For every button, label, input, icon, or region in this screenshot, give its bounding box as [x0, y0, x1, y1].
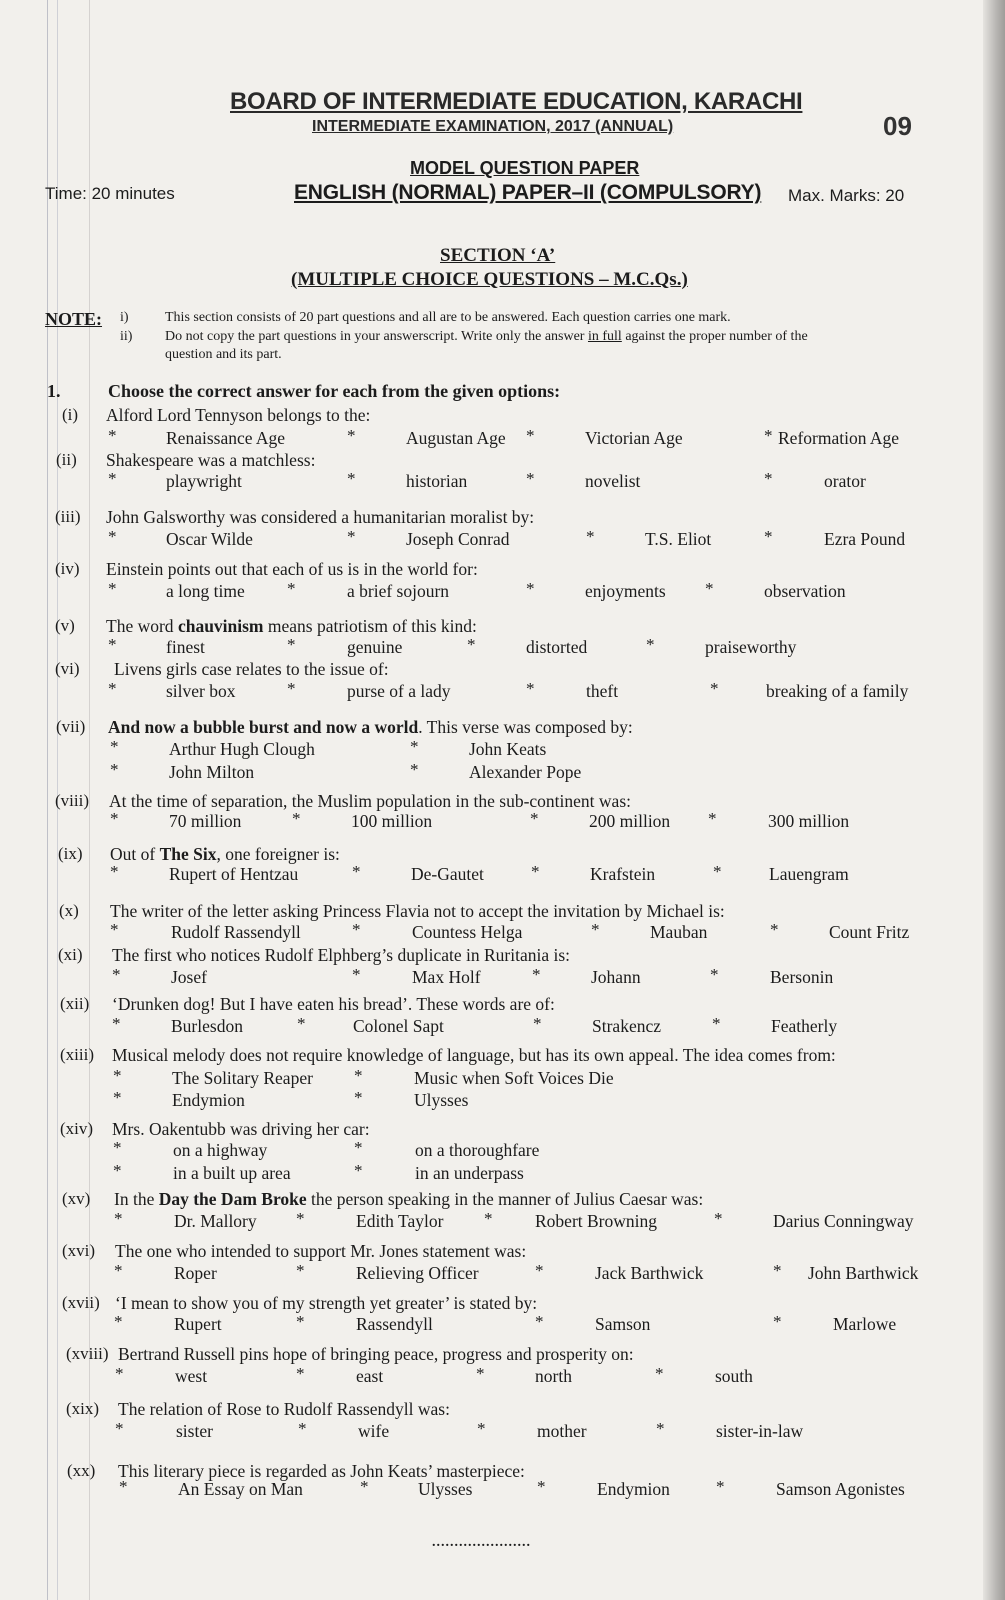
question-text: And now a bubble burst and now a world. This verse was composed by: [108, 717, 633, 737]
answer-option: praiseworthy [705, 637, 797, 657]
answer-option: Edith Taylor [356, 1211, 444, 1231]
question-part-number: (xiv) [60, 1119, 94, 1138]
question-text: John Galsworthy was considered a humanitarian moralist by: [106, 507, 535, 527]
question-part-number: (xvi) [62, 1241, 96, 1260]
answer-option: Colonel Sapt [353, 1016, 444, 1036]
page-edge-shadow [983, 0, 1005, 1600]
option-bullet: * [531, 862, 540, 881]
option-bullet: * [354, 1161, 363, 1180]
answer-option: Marlowe [833, 1314, 897, 1334]
answer-option: Rupert [174, 1314, 222, 1334]
question-text: Shakespeare was a matchless: [106, 450, 316, 470]
option-bullet: * [591, 920, 600, 939]
answer-option: Countess Helga [412, 922, 523, 942]
answer-option: novelist [585, 471, 641, 491]
option-bullet: * [352, 862, 361, 881]
answer-option: enjoyments [585, 581, 666, 601]
option-bullet: * [297, 1014, 306, 1033]
question-part-number: (xi) [58, 945, 83, 964]
option-bullet: * [526, 679, 535, 698]
answer-option: Joseph Conrad [406, 529, 510, 549]
option-bullet: * [287, 579, 296, 598]
option-bullet: * [347, 469, 356, 488]
answer-option: Ezra Pound [824, 529, 906, 549]
option-bullet: * [764, 527, 773, 546]
question-part-number: (i) [62, 405, 79, 424]
answer-option: Darius Conningway [773, 1211, 914, 1231]
max-marks: Max. Marks: 20 [788, 186, 905, 205]
answer-option: a brief sojourn [347, 581, 450, 601]
option-bullet: * [773, 1261, 782, 1280]
answer-option: 70 million [169, 811, 242, 831]
question-number: 1. [47, 381, 61, 401]
answer-option: genuine [347, 637, 403, 657]
answer-option: Rupert of Hentzau [169, 864, 299, 884]
option-bullet: * [292, 809, 301, 828]
answer-option: Endymion [172, 1090, 245, 1110]
answer-option: sister-in-law [716, 1421, 804, 1441]
answer-option: Count Fritz [829, 922, 910, 942]
question-text: The one who intended to support Mr. Jones statement was: [115, 1241, 527, 1261]
option-bullet: * [354, 1066, 363, 1085]
answer-option: Bersonin [770, 967, 834, 987]
page-number: 09 [883, 111, 912, 141]
note-item-number: i) [120, 310, 129, 325]
answer-option: Samson Agonistes [776, 1479, 905, 1499]
answer-option: An Essay on Man [178, 1479, 303, 1499]
question-text: The first who notices Rudolf Elphberg’s duplicate in Ruritania is: [112, 945, 570, 965]
answer-option: Rudolf Rassendyll [171, 922, 301, 942]
answer-option: in a built up area [173, 1163, 291, 1183]
option-bullet: * [113, 1066, 122, 1085]
answer-option: east [356, 1366, 384, 1386]
answer-option: John Milton [169, 762, 255, 782]
section-title: SECTION ‘A’ [440, 245, 556, 266]
answer-option: finest [166, 637, 205, 657]
option-bullet: * [537, 1477, 546, 1496]
option-bullet: * [710, 965, 719, 984]
option-bullet: * [477, 1419, 486, 1438]
question-part-number: (xix) [66, 1399, 100, 1418]
answer-option: Burlesdon [171, 1016, 243, 1036]
question-text: Livens girls case relates to the issue of: [114, 659, 389, 679]
answer-option: Rassendyll [356, 1314, 433, 1334]
option-bullet: * [410, 760, 419, 779]
question-part-number: (iv) [55, 559, 80, 578]
question-instruction: Choose the correct answer for each from the given options: [108, 381, 561, 401]
question-text: Bertrand Russell pins hope of bringing peace, progress and prosperity on: [118, 1344, 634, 1364]
answer-option: Oscar Wilde [166, 529, 253, 549]
answer-option: breaking of a family [766, 681, 909, 701]
question-text: Mrs. Oakentubb was driving her car: [112, 1119, 370, 1139]
answer-option: Relieving Officer [356, 1263, 479, 1283]
answer-option: T.S. Eliot [645, 529, 712, 549]
question-text: Musical melody does not require knowledge of language, but has its own appeal. The idea comes from: [112, 1045, 836, 1065]
option-bullet: * [108, 469, 117, 488]
answer-option: playwright [166, 471, 242, 491]
answer-option: wife [358, 1421, 390, 1441]
option-bullet: * [476, 1364, 485, 1383]
answer-option: Ulysses [418, 1479, 473, 1499]
option-bullet: * [110, 809, 119, 828]
option-bullet: * [108, 426, 117, 445]
answer-option: Victorian Age [585, 428, 683, 448]
question-part-number: (v) [55, 616, 75, 635]
question-text: ‘Drunken dog! But I have eaten his bread’. These words are of: [112, 994, 555, 1014]
option-bullet: * [108, 579, 117, 598]
option-bullet: * [716, 1477, 725, 1496]
option-bullet: * [354, 1138, 363, 1157]
note-item-text-continued: question and its part. [165, 347, 282, 362]
question-part-number: (viii) [55, 791, 89, 810]
option-bullet: * [655, 1364, 664, 1383]
question-text: This literary piece is regarded as John Keats’ masterpiece: [118, 1461, 525, 1481]
question-part-number: (ix) [58, 844, 83, 863]
option-bullet: * [114, 1209, 123, 1228]
option-bullet: * [526, 426, 535, 445]
option-bullet: * [710, 679, 719, 698]
answer-option: on a highway [173, 1140, 268, 1160]
option-bullet: * [112, 965, 121, 984]
option-bullet: * [296, 1312, 305, 1331]
answer-option: Endymion [597, 1479, 670, 1499]
option-bullet: * [526, 579, 535, 598]
option-bullet: * [113, 1138, 122, 1157]
answer-option: Johann [591, 967, 641, 987]
answer-option: Music when Soft Voices Die [414, 1068, 614, 1088]
answer-option: Ulysses [414, 1090, 469, 1110]
answer-option: purse of a lady [347, 681, 451, 701]
question-part-number: (iii) [55, 507, 81, 526]
answer-option: on a thoroughfare [415, 1140, 540, 1160]
option-bullet: * [535, 1312, 544, 1331]
question-text: The writer of the letter asking Princess Flavia not to accept the invitation by Michael is: [110, 901, 725, 921]
option-bullet: * [108, 527, 117, 546]
option-bullet: * [410, 737, 419, 756]
board-title: BOARD OF INTERMEDIATE EDUCATION, KARACHI [230, 88, 803, 115]
answer-option: observation [764, 581, 846, 601]
option-bullet: * [708, 809, 717, 828]
paper-title: ENGLISH (NORMAL) PAPER–II (COMPULSORY) [294, 181, 762, 204]
option-bullet: * [764, 426, 773, 445]
option-bullet: * [112, 1014, 121, 1033]
option-bullet: * [530, 809, 539, 828]
option-bullet: * [352, 965, 361, 984]
answer-option: John Keats [469, 739, 547, 759]
answer-option: Augustan Age [406, 428, 506, 448]
question-part-number: (vii) [56, 717, 86, 736]
answer-option: The Solitary Reaper [172, 1068, 313, 1088]
option-bullet: * [108, 635, 117, 654]
option-bullet: * [296, 1209, 305, 1228]
option-bullet: * [773, 1312, 782, 1331]
question-text: Alford Lord Tennyson belongs to the: [106, 405, 371, 425]
option-bullet: * [113, 1161, 122, 1180]
answer-option: Arthur Hugh Clough [169, 739, 315, 759]
answer-option: Dr. Mallory [174, 1211, 257, 1231]
answer-option: in an underpass [415, 1163, 524, 1183]
answer-option: Strakencz [592, 1016, 661, 1036]
option-bullet: * [354, 1088, 363, 1107]
answer-option: Josef [171, 967, 207, 987]
answer-option: John Barthwick [808, 1263, 919, 1283]
option-bullet: * [110, 862, 119, 881]
answer-option: sister [176, 1421, 213, 1441]
answer-option: Lauengram [769, 864, 849, 884]
question-part-number: (xvii) [62, 1293, 100, 1312]
answer-option: theft [586, 681, 619, 701]
answer-option: Samson [595, 1314, 651, 1334]
option-bullet: * [115, 1364, 124, 1383]
question-part-number: (x) [59, 901, 79, 920]
option-bullet: * [110, 920, 119, 939]
question-text: At the time of separation, the Muslim population in the sub-continent was: [109, 791, 631, 811]
option-bullet: * [352, 920, 361, 939]
question-part-number: (xii) [60, 994, 90, 1013]
question-text: Out of The Six, one foreigner is: [110, 844, 340, 864]
option-bullet: * [360, 1477, 369, 1496]
option-bullet: * [535, 1261, 544, 1280]
option-bullet: * [108, 679, 117, 698]
end-dots: ...................... [432, 1535, 531, 1550]
note-label: NOTE: [45, 309, 103, 329]
option-bullet: * [296, 1261, 305, 1280]
option-bullet: * [713, 862, 722, 881]
answer-option: Max Holf [412, 967, 481, 987]
answer-option: Featherly [771, 1016, 838, 1036]
option-bullet: * [484, 1209, 493, 1228]
option-bullet: * [586, 527, 595, 546]
answer-option: 300 million [768, 811, 850, 831]
option-bullet: * [110, 760, 119, 779]
answer-option: Mauban [650, 922, 708, 942]
option-bullet: * [714, 1209, 723, 1228]
answer-option: De-Gautet [411, 864, 484, 884]
model-paper-title: MODEL QUESTION PAPER [410, 158, 640, 178]
question-text: ‘I mean to show you of my strength yet greater’ is stated by: [115, 1293, 538, 1313]
question-text: The relation of Rose to Rudolf Rassendyll was: [118, 1399, 450, 1419]
question-text: The word chauvinism means patriotism of this kind: [106, 616, 477, 636]
answer-option: west [175, 1366, 208, 1386]
answer-option: Roper [174, 1263, 217, 1283]
option-bullet: * [114, 1312, 123, 1331]
note-item-text: This section consists of 20 part questions and all are to be answered. Each question carries one mark. [165, 310, 731, 325]
question-part-number: (xv) [62, 1189, 91, 1208]
question-part-number: (vi) [55, 659, 80, 678]
note-item-number: ii) [120, 329, 133, 344]
answer-option: 200 million [589, 811, 671, 831]
option-bullet: * [119, 1477, 128, 1496]
answer-option: north [535, 1366, 572, 1386]
question-part-number: (xiii) [60, 1045, 94, 1064]
answer-option: Reformation Age [778, 428, 900, 448]
answer-option: orator [824, 471, 866, 491]
answer-option: silver box [166, 681, 236, 701]
option-bullet: * [712, 1014, 721, 1033]
option-bullet: * [347, 426, 356, 445]
answer-option: Jack Barthwick [595, 1263, 704, 1283]
answer-option: mother [537, 1421, 587, 1441]
question-part-number: (xviii) [66, 1344, 109, 1363]
option-bullet: * [115, 1419, 124, 1438]
option-bullet: * [533, 1014, 542, 1033]
time-allowed: Time: 20 minutes [45, 184, 175, 203]
margin-line [47, 0, 48, 1600]
option-bullet: * [526, 469, 535, 488]
answer-option: south [715, 1366, 753, 1386]
option-bullet: * [298, 1419, 307, 1438]
section-subtitle: (MULTIPLE CHOICE QUESTIONS – M.C.Qs.) [291, 269, 688, 290]
option-bullet: * [705, 579, 714, 598]
answer-option: distorted [526, 637, 588, 657]
option-bullet: * [110, 737, 119, 756]
answer-option: historian [406, 471, 468, 491]
answer-option: Krafstein [590, 864, 656, 884]
question-part-number: (ii) [56, 450, 77, 469]
answer-option: 100 million [351, 811, 433, 831]
note-item-text: Do not copy the part questions in your answerscript. Write only the answer in full against the proper number of the [165, 329, 808, 344]
answer-option: Renaissance Age [166, 428, 286, 448]
exam-title: INTERMEDIATE EXAMINATION, 2017 (ANNUAL) [312, 118, 674, 135]
option-bullet: * [467, 635, 476, 654]
option-bullet: * [656, 1419, 665, 1438]
option-bullet: * [287, 679, 296, 698]
option-bullet: * [296, 1364, 305, 1383]
answer-option: Alexander Pope [469, 762, 582, 782]
option-bullet: * [770, 920, 779, 939]
option-bullet: * [532, 965, 541, 984]
question-part-number: (xx) [67, 1461, 96, 1480]
question-text: Einstein points out that each of us is in the world for: [106, 559, 478, 579]
answer-option: a long time [166, 581, 245, 601]
answer-option: Robert Browning [535, 1211, 658, 1231]
option-bullet: * [646, 635, 655, 654]
question-text: In the Day the Dam Broke the person speaking in the manner of Julius Caesar was: [114, 1189, 704, 1209]
option-bullet: * [114, 1261, 123, 1280]
option-bullet: * [764, 469, 773, 488]
option-bullet: * [113, 1088, 122, 1107]
option-bullet: * [347, 527, 356, 546]
option-bullet: * [287, 635, 296, 654]
